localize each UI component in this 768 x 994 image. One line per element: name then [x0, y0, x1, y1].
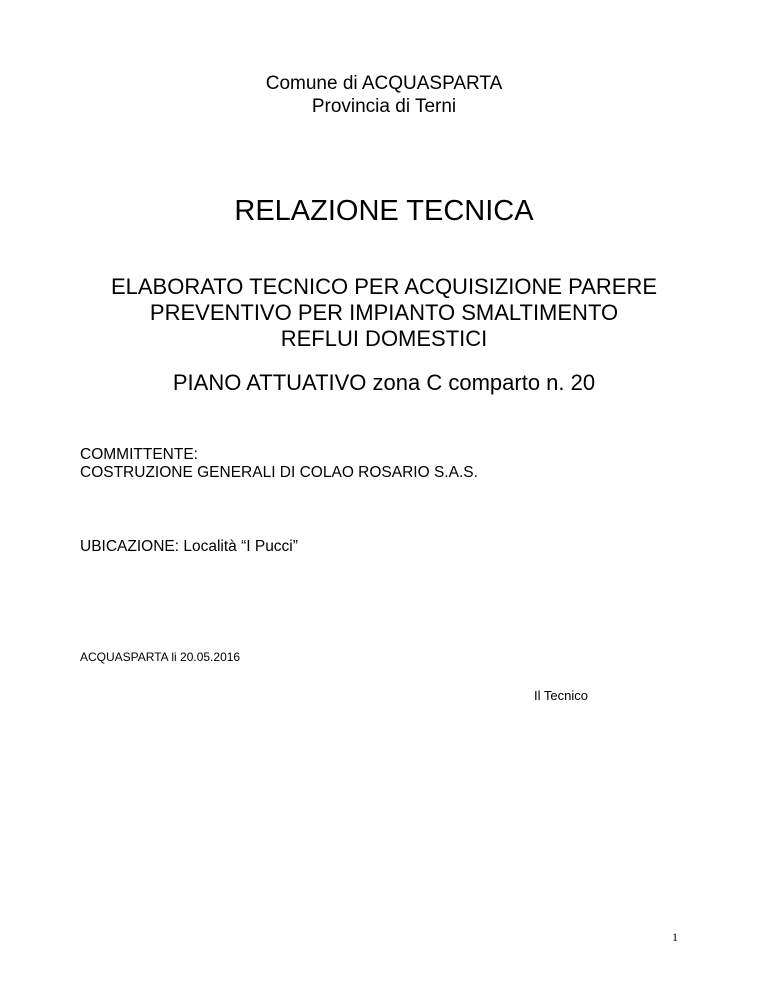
- plan-heading: PIANO ATTUATIVO zona C comparto n. 20: [172, 370, 596, 395]
- province-name: Provincia di Terni: [311, 96, 457, 117]
- client-name: COSTRUZIONE GENERALI DI COLAO ROSARIO S.A.S.: [80, 464, 478, 481]
- document-subtitle: [0, 274, 768, 352]
- document-title: RELAZIONE TECNICA: [234, 195, 534, 227]
- subtitle-line-1: ELABORATO TECNICO PER ACQUISIZIONE PARERE: [110, 274, 658, 299]
- document-header: [0, 72, 768, 118]
- client-label: COMMITTENTE:: [80, 446, 198, 463]
- municipality-name: Comune di ACQUASPARTA: [265, 73, 503, 94]
- location-line: UBICAZIONE: Località “I Pucci”: [80, 538, 298, 555]
- signature-label: Il Tecnico: [534, 688, 588, 703]
- page-number: 1: [672, 930, 678, 944]
- place-date: ACQUASPARTA li 20.05.2016: [80, 650, 241, 664]
- subtitle-line-2: PREVENTIVO PER IMPIANTO SMALTIMENTO: [149, 300, 619, 325]
- client-block: [80, 446, 478, 482]
- subtitle-line-3: REFLUI DOMESTICI: [280, 326, 488, 351]
